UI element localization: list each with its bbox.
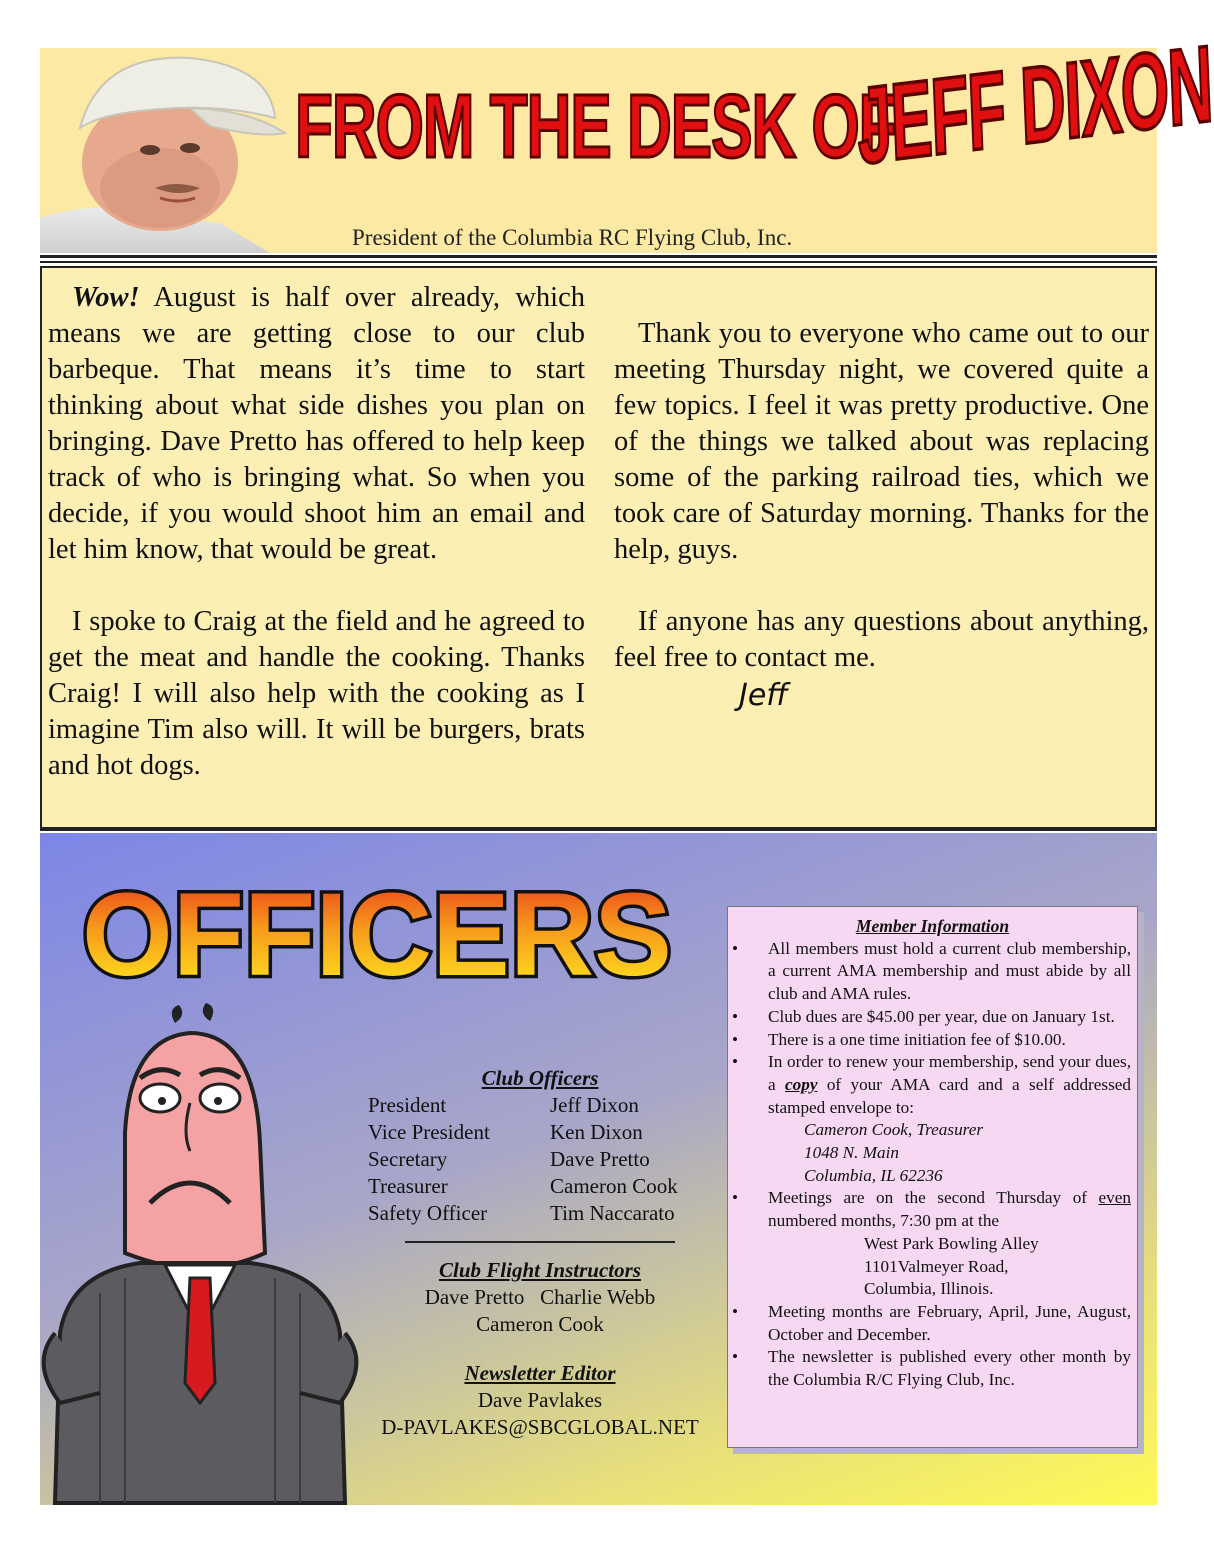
treasurer-address-line: Columbia, IL 62236 (804, 1165, 943, 1185)
officer-name: Cameron Cook (550, 1174, 678, 1198)
officer-row (360, 1092, 720, 1119)
list-item: • All members must hold a current club membership, a current AMA membership and must abide by all club and AMA rules. (768, 938, 1131, 1006)
title-from-the-desk-of: FROM THE DESK OF (295, 77, 896, 178)
officers-divider (405, 1241, 675, 1243)
renewal-text-b: of your AMA card and a self addressed stamped envelope to: (768, 1074, 1131, 1117)
venue-line: West Park Bowling Alley (864, 1233, 1039, 1253)
officer-row (360, 1146, 720, 1173)
title-jeff-dixon: JEFF DIXON (855, 24, 1214, 189)
member-info-heading: Member Information (855, 916, 1010, 936)
letter-paragraph-4: If anyone has any questions about anything, feel free to contact me. (614, 606, 1149, 673)
officer-name: Jeff Dixon (550, 1093, 639, 1117)
officer-name: Dave Pretto (550, 1147, 650, 1171)
officers-banner-text: OFFICERS (82, 869, 672, 1001)
officers-banner (70, 825, 690, 1001)
officer-role: Vice President (368, 1120, 490, 1144)
list-item: • Club dues are $45.00 per year, due on January 1st. (768, 1006, 1131, 1029)
list-item (768, 1051, 1131, 1187)
officer-row (360, 1119, 720, 1146)
wow-emphasis: Wow! (72, 282, 140, 313)
treasurer-address-line: Cameron Cook, Treasurer (804, 1120, 984, 1140)
officer-role: Safety Officer (368, 1201, 488, 1225)
meeting-text-b: numbered months, 7:30 pm at the (768, 1211, 1000, 1231)
instructors-line-1: Dave Pretto Charlie Webb (424, 1285, 656, 1309)
instructors-line-2: Cameron Cook (476, 1312, 604, 1336)
officer-name: Tim Naccarato (550, 1201, 675, 1225)
meeting-text-a: Meetings are on the second Thursday of (768, 1188, 1099, 1208)
venue-line: 1101Valmeyer Road, (864, 1256, 1009, 1276)
member-information-box (727, 906, 1138, 1448)
jeff-dixon-portrait (40, 48, 300, 253)
letter-column-left (48, 280, 585, 820)
officer-name: Ken Dixon (550, 1120, 643, 1144)
letter-column-right (614, 244, 1149, 714)
list-item: • There is a one time initiation fee of $10.00. (768, 1029, 1131, 1052)
renewal-text-a: In order to renew your membership, send your dues, a (768, 1052, 1131, 1094)
copy-emphasis: copy (785, 1074, 818, 1094)
editor-name: Dave Pavlakes (477, 1388, 603, 1412)
president-letter (40, 266, 1157, 829)
list-item: • Meeting months are February, April, June, August, October and December. (768, 1301, 1131, 1346)
club-officers-heading: Club Officers (481, 1066, 599, 1090)
list-item (768, 1187, 1131, 1301)
instructors-heading: Club Flight Instructors (439, 1258, 641, 1282)
officer-role: Treasurer (368, 1174, 448, 1198)
club-officers-panel (360, 1065, 720, 1441)
subtitle: President of the Columbia RC Flying Club, Inc. (352, 225, 793, 250)
signature-jeff: Jeff (739, 678, 788, 713)
grumpy-officer-cartoon (40, 1003, 360, 1503)
letter-paragraph-1 (48, 280, 585, 568)
letter-paragraph-2: I spoke to Craig at the field and he agreed to get the meat and handle the cooking. Thanks Craig! I will also help with the cooking as I imagine Tim also will. It will be burgers, brats and hot dogs. (48, 606, 585, 781)
editor-email: D-PAVLAKES@SBCGLOBAL.NET (381, 1415, 699, 1439)
member-info-list (728, 938, 1137, 1392)
officer-role: Secretary (368, 1147, 448, 1171)
officer-role: President (368, 1093, 447, 1117)
officer-row (360, 1173, 720, 1200)
treasurer-address-line: 1048 N. Main (804, 1143, 900, 1163)
even-emphasis: even (1098, 1188, 1131, 1208)
editor-heading: Newsletter Editor (464, 1361, 616, 1385)
letter-paragraph-3: Thank you to everyone who came out to our meeting Thursday night, we covered quite a few topics. I feel it was pretty productive. One of the things we talked about was replacing some of the parking railroad ties, which we took care of Saturday morning. Thanks for the help, guys. (614, 318, 1149, 565)
header-banner (40, 24, 1214, 253)
officer-row (360, 1200, 720, 1227)
letter-paragraph-1-text: August is half over already, which means we are getting close to our club barbeque. That means it’s time to start thinking about what side dishes you plan on bringing. Dave Pretto has offered to help keep track of who is bringing what. So when you decide, if you would shoot him an email and let him know, that would be great. (48, 282, 585, 565)
list-item: • The newsletter is published every other month by the Columbia R/C Flying Club, Inc. (768, 1346, 1131, 1391)
venue-line: Columbia, Illinois. (864, 1279, 994, 1299)
